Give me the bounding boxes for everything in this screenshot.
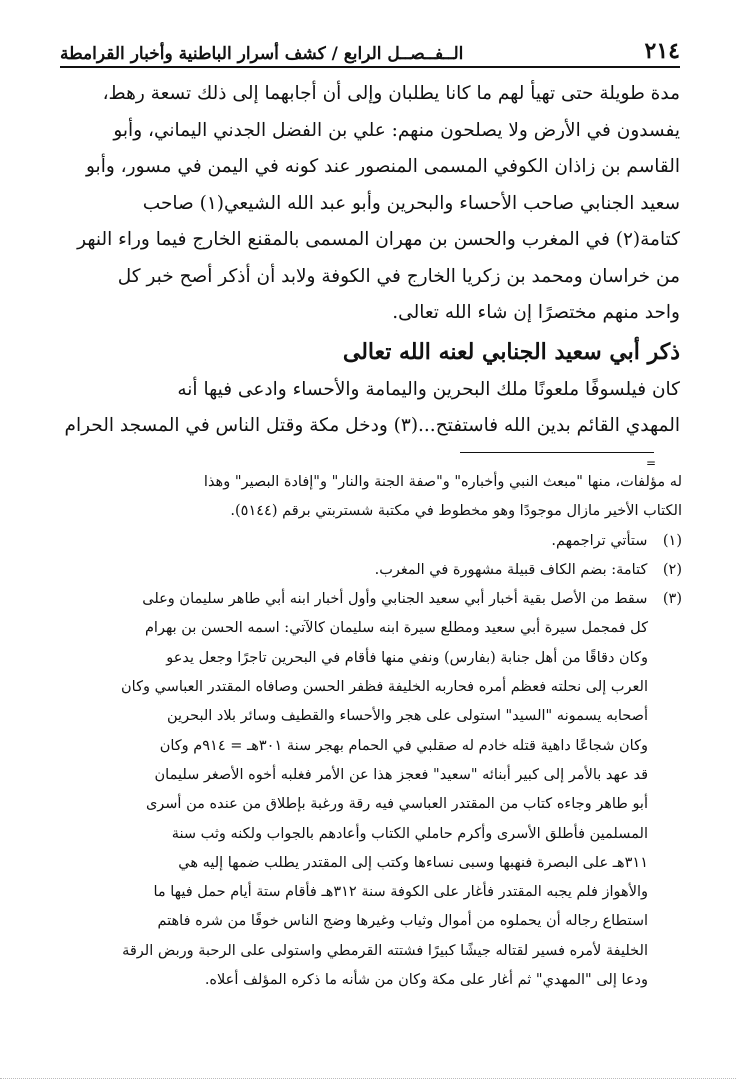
footnote-line: الخليفة لأمره فسير لقتاله جيشًا كبيرًا فشتته القرمطي واستولى على الرحبة وربض الرقة — [122, 942, 648, 959]
text-line: مدة طويلة حتى تهيأ لهم ما كانا يطلبان وإلى أن أجابهما إلى ذلك تسعة رهط، — [102, 83, 680, 104]
section-title: ذكر أبي سعيد الجنابي لعنه الله تعالى — [342, 338, 680, 365]
footnote-line: كل فمجمل سيرة أبي سعيد ومطلع سيرة ابنه سليمان كالآتي: اسمه الحسن بن بهرام — [144, 620, 648, 637]
footnote-line: أصحابه يسمونه "السيد" استولى على هجر والأحساء والقطيف وسائر بلاد البحرين — [167, 708, 648, 725]
text-line: كان فيلسوفًا ملعونًا ملك البحرين واليمامة والأحساء وادعى فيها أنه — [177, 378, 680, 400]
footnote-separator — [460, 452, 654, 453]
footnote-line: المسلمين فأطلق الأسرى وأكرم حاملي الكتاب وأعادهم بالجواب ولكنه وثب سنة — [171, 825, 648, 842]
footnote-number: (١) — [662, 532, 682, 549]
text-line: سعيد الجنابي صاحب الأحساء والبحرين وأبو عبد الله الشيعي(١) صاحب — [142, 192, 680, 214]
page-header — [60, 34, 680, 64]
footnote-line: ودعا إلى "المهدي" ثم أغار على مكة وكان من شأنه ما ذكره المؤلف أعلاه. — [204, 972, 648, 989]
footnote-3 — [62, 585, 682, 614]
footnote-text: ستأتي تراجمهم. — [551, 532, 648, 549]
continuation-mark: = — [646, 456, 657, 470]
scan-edge — [0, 1078, 736, 1079]
text-line: واحد منهم مختصرًا إن شاء الله تعالى. — [392, 302, 680, 323]
running-title: الــفــصــل الرابع / كشف أسرار الباطنية وأخبار القرامطة — [60, 44, 464, 64]
footnote-line: قد عهد بالأمر إلى كبير أبنائه "سعيد" فعجز هذا عن الأمر فغلبه أخوه الأصغر سليمان — [154, 766, 648, 783]
page-number: ٢١٤ — [644, 38, 680, 64]
footnote-line: ٣١١هـ على البصرة فنهبها وسبى نساءها وكتب إلى المقتدر يطلب ضمها إليه هي — [178, 854, 648, 871]
footnote-text: سقط من الأصل بقية أخبار أبي سعيد الجنابي وأول أخبار ابنه أبي طاهر سليمان وعلى — [142, 591, 648, 608]
main-text — [62, 76, 680, 445]
footnote-line: والأهواز فلم يجبه المقتدر فأغار على الكوفة سنة ٣١٢هـ فأقام ستة أيام حمل فيها ما — [153, 884, 648, 901]
footnote-line: أبو طاهر وجاءه كتاب من المقتدر العباسي فيه رقة ورغبة بإطلاق من عنده من أسرى — [145, 796, 648, 813]
footnote-line: العرب إلى نحلته فعظم أمره فحاربه الخليفة فظفر الحسن وصافاه المقتدر العباسي وكان — [121, 679, 648, 696]
footnote-text: كتامة: بضم الكاف قبيلة مشهورة في المغرب. — [374, 561, 648, 578]
footnote-continuation-line: له مؤلفات، منها "مبعث النبي وأخباره" و"صفة الجنة والنار" و"إفادة البصير" وهذا — [203, 474, 682, 490]
footnotes — [62, 468, 682, 995]
text-line: كتامة(٢) في المغرب والحسن بن مهران المسمى بالمقنع الخارج فيما وراء النهر — [77, 229, 680, 250]
footnote-continuation-line: الكتاب الأخير مازال موجودًا وهو مخطوط في مكتبة شستربتي برقم (٥١٤٤). — [230, 503, 682, 520]
text-line: من خراسان ومحمد بن زكريا الخارج في الكوفة ولابد أن أذكر أصح خبر كل — [117, 265, 680, 287]
footnote-2 — [62, 556, 682, 585]
footnote-number: (٢) — [662, 561, 682, 578]
text-line: المهدي القائم بدين الله فاستفتح...(٣) ودخل مكة وقتل الناس في المسجد الحرام — [64, 415, 680, 436]
footnote-line: استطاع رجاله أن يحملوه من أموال وثياب وغيرها وضج الناس خوفًا من شره فاهتم — [157, 913, 648, 930]
footnote-line: وكان شجاعًا داهية قتله خادم له صقلبي في الحمام بهجر سنة ٣٠١هـ = ٩١٤م وكان — [159, 737, 648, 754]
header-rule — [60, 66, 680, 68]
footnote-1 — [62, 527, 682, 556]
text-line: يفسدون في الأرض ولا يصلحون منهم: علي بن الفضل الجدني اليماني، وأبو — [113, 119, 680, 141]
footnote-line: وكان دقاقًا من أهل جنابة (بفارس) ونفي منها فأقام في البحرين تاجرًا وجعل يدعو — [166, 649, 648, 666]
footnote-number: (٣) — [662, 591, 682, 608]
text-line: القاسم بن زاذان الكوفي المسمى المنصور عند كونه في اليمن في مسور، وأبو — [86, 156, 680, 177]
